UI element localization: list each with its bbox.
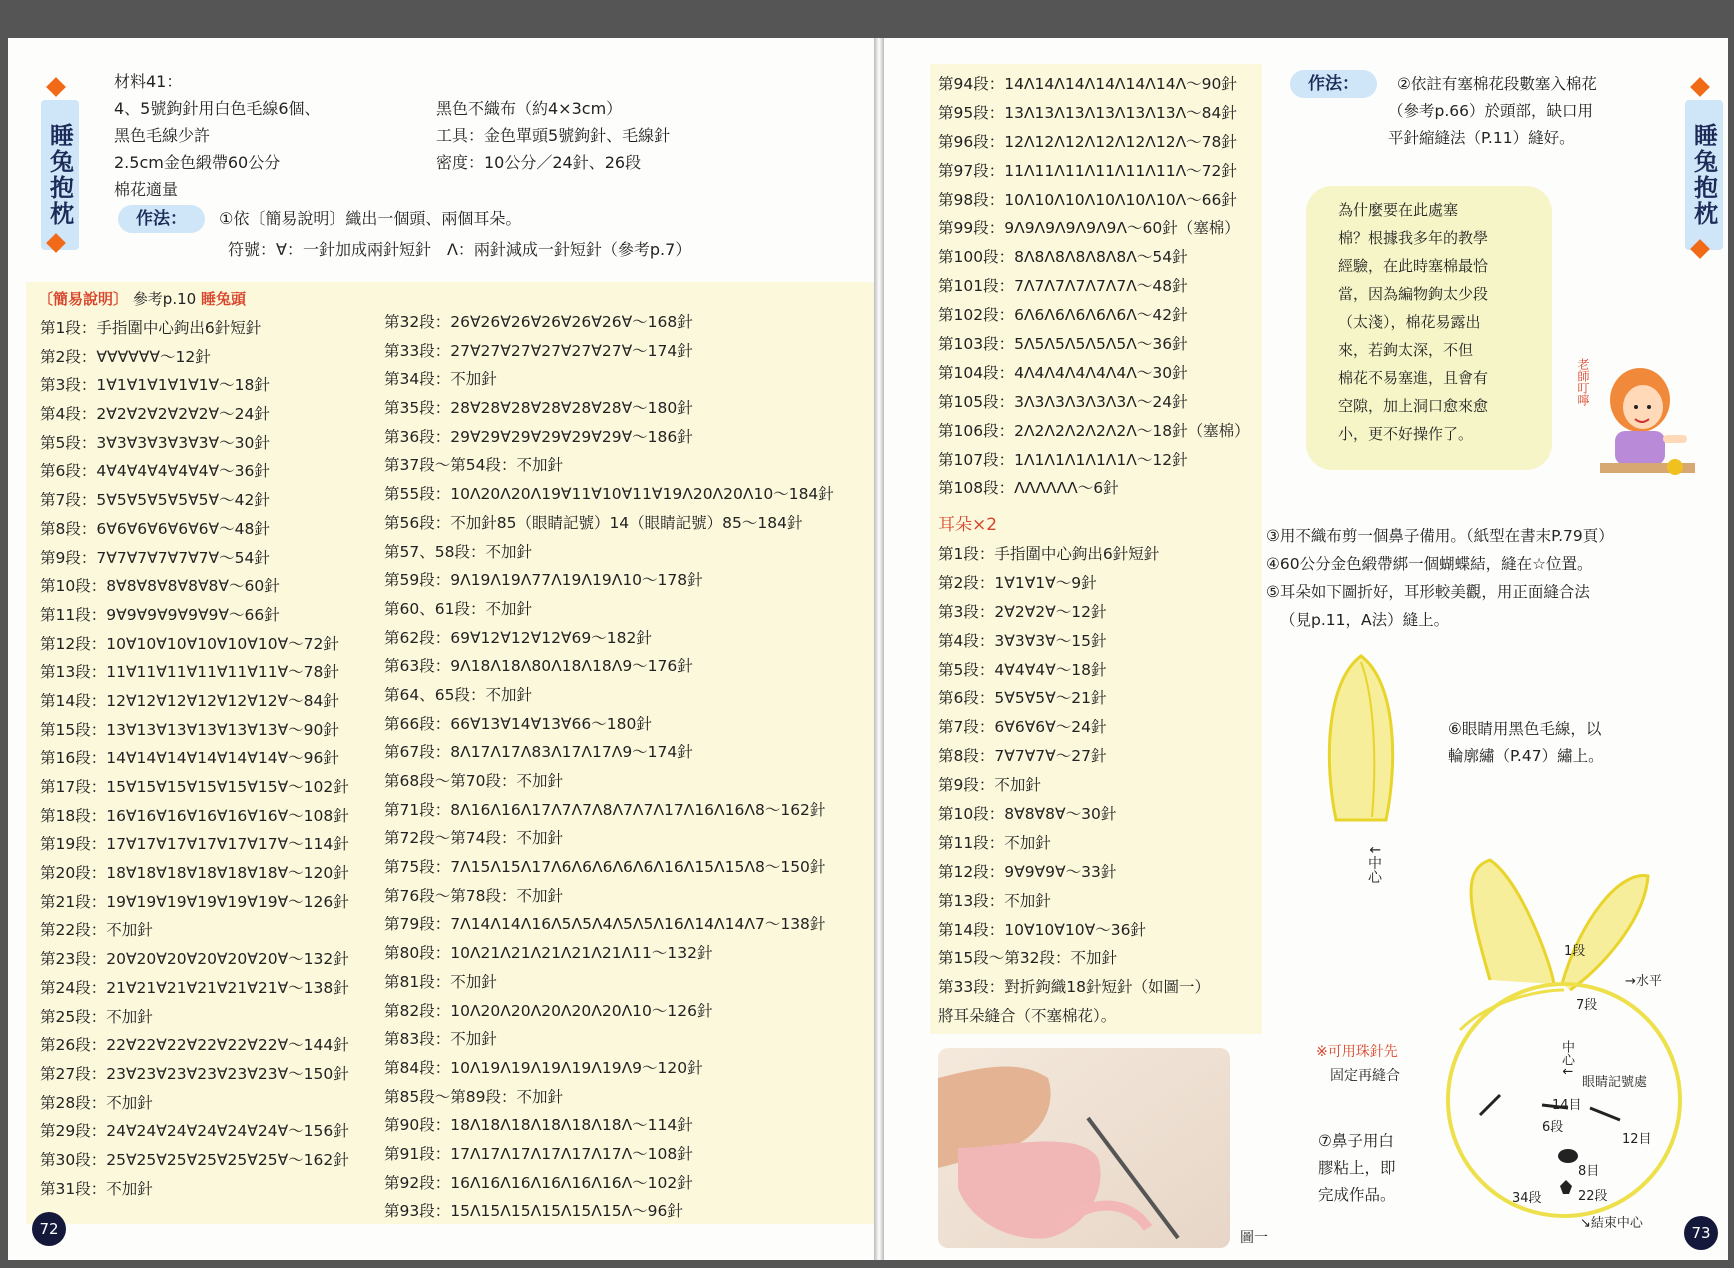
pattern-row: 第23段：20∀20∀20∀20∀20∀20∀～132針 [40, 950, 349, 969]
tip-line: 為什麼要在此處塞 [1338, 201, 1459, 219]
pattern-row: 第62段：69∀12∀12∀12∀69～182針 [384, 628, 652, 647]
label-eye-mark: 眼睛記號處 [1582, 1075, 1648, 1090]
pattern-row: 第99段：9Λ9Λ9Λ9Λ9Λ9Λ～60針（塞棉） [938, 219, 1240, 238]
pattern-row: 第17段：15∀15∀15∀15∀15∀15∀～102針 [40, 778, 349, 796]
tip-line: 當，因為編物鉤太少段 [1338, 285, 1489, 303]
ears-title: 耳朵×2 [938, 515, 998, 535]
pattern-row: 第57、58段：不加針 [384, 542, 532, 561]
pattern-row: 第105段：3Λ3Λ3Λ3Λ3Λ3Λ～24針 [938, 392, 1188, 411]
pattern-row: 第14段：12∀12∀12∀12∀12∀12∀～84針 [40, 691, 339, 710]
pattern-row: 第100段：8Λ8Λ8Λ8Λ8Λ8Λ～54針 [938, 248, 1188, 267]
pattern-row: 第56段：不加針85（眼睛記號）14（眼睛記號）85～184針 [384, 513, 803, 532]
method-label: 作法： [118, 205, 205, 233]
pattern-row: 第7段：5∀5∀5∀5∀5∀5∀～42針 [40, 491, 270, 510]
pattern-row: 第98段：10Λ10Λ10Λ10Λ10Λ10Λ～66針 [938, 190, 1237, 209]
rows-column-3 [938, 70, 1250, 503]
materials-title: 材料41： [114, 72, 183, 91]
pattern-row: 第66段：66∀13∀14∀13∀66～180針 [384, 714, 652, 733]
pattern-row: 第2段：∀∀∀∀∀∀～12針 [40, 347, 211, 366]
pattern-row: 第20段：18∀18∀18∀18∀18∀18∀～120針 [40, 864, 349, 883]
pattern-row: 將耳朵縫合（不塞棉花）。 [938, 1007, 1117, 1026]
material-item: 2.5cm金色緞帶60公分 [114, 153, 281, 172]
material-item: 黑色毛線少許 [114, 126, 211, 145]
pattern-row: 第15段～第32段：不加針 [938, 949, 1117, 968]
pattern-row: 第103段：5Λ5Λ5Λ5Λ5Λ5Λ～36針 [938, 335, 1188, 354]
pattern-row: 第29段：24∀24∀24∀24∀24∀24∀～156針 [40, 1122, 349, 1141]
label-row12: 12目 [1622, 1132, 1652, 1147]
book-gutter [874, 38, 884, 1260]
pattern-row: 第67段：8Λ17Λ17Λ83Λ17Λ17Λ9～174針 [384, 743, 693, 762]
pattern-row: 第85段～第89段：不加針 [384, 1087, 563, 1106]
step-6: ⑥眼睛用黑色毛線，以 輪廓繡（P.47）繡上。 [1448, 720, 1604, 765]
pattern-row: 第55段：10Λ20Λ20Λ19∀11∀10∀11∀19Λ20Λ20Λ10～184針 [384, 485, 834, 504]
simple-header [38, 286, 246, 313]
pattern-row: 第59段：9Λ19Λ19Λ77Λ19Λ19Λ10～178針 [384, 571, 703, 590]
pattern-row: 第27段：23∀23∀23∀23∀23∀23∀～150針 [40, 1064, 349, 1083]
tip-line: 空隙，加上洞口愈來愈 [1338, 397, 1489, 415]
pattern-row: 第5段：4∀4∀4∀～18針 [938, 660, 1107, 679]
ear-drawing [1316, 652, 1406, 832]
pattern-row: 第107段：1Λ1Λ1Λ1Λ1Λ1Λ～12針 [938, 450, 1188, 469]
method-line [118, 205, 521, 233]
pattern-row: 第28段：不加針 [40, 1093, 153, 1112]
label-row14: 14目 [1552, 1098, 1582, 1113]
pattern-row: 第12段：10∀10∀10∀10∀10∀10∀～72針 [40, 634, 339, 653]
label-horizontal: →水平 [1625, 974, 1662, 989]
pattern-row: 第22段：不加針 [40, 921, 153, 940]
pattern-row: 第5段：3∀3∀3∀3∀3∀3∀～30針 [40, 433, 270, 452]
pattern-row: 第19段：17∀17∀17∀17∀17∀17∀～114針 [40, 835, 349, 854]
label-row6: 6段 [1542, 1120, 1564, 1135]
pattern-row: 第68段～第70段：不加針 [384, 772, 563, 790]
materials-left [114, 68, 321, 203]
pattern-row: 第13段：不加針 [938, 891, 1051, 910]
pattern-row: 第4段：3∀3∀3∀～15針 [938, 631, 1107, 650]
label-row7: 7段 [1576, 998, 1598, 1013]
teacher-label: 老師叮嚀 [1576, 358, 1590, 406]
pattern-row: 第31段：不加針 [40, 1179, 153, 1198]
pin-note: ※可用珠針先 固定再縫合 [1316, 1044, 1400, 1084]
pattern-row: 第36段：29∀29∀29∀29∀29∀29∀～186針 [384, 427, 693, 446]
pattern-row: 第24段：21∀21∀21∀21∀21∀21∀～138針 [40, 978, 349, 997]
material-item: 黑色不織布（約4×3cm） [436, 99, 623, 118]
pattern-row: 第96段：12Λ12Λ12Λ12Λ12Λ12Λ～78針 [938, 132, 1237, 151]
pattern-row: 第81段：不加針 [384, 972, 497, 991]
pattern-row: 第33段：對折鉤織18針短針（如圖一） [938, 978, 1210, 997]
rows-column-2 [384, 308, 834, 1226]
pattern-row: 第1段：手指圍中心鉤出6針短針 [40, 319, 262, 337]
pattern-row: 第10段：8∀8∀8∀～30針 [938, 805, 1117, 824]
pattern-row: 第75段：7Λ15Λ15Λ17Λ6Λ6Λ6Λ6Λ6Λ16Λ15Λ15Λ8～150針 [384, 858, 826, 877]
pattern-row: 第6段：5∀5∀5∀～21針 [938, 689, 1107, 708]
pattern-row: 第3段：2∀2∀2∀～12針 [938, 602, 1107, 621]
pattern-row: 第34段：不加針 [384, 370, 497, 389]
pattern-row: 第11段：不加針 [938, 833, 1051, 852]
pattern-row: 第83段：不加針 [384, 1030, 497, 1049]
pattern-row: 第32段：26∀26∀26∀26∀26∀26∀～168針 [384, 313, 693, 331]
method-label-right: 作法： [1290, 70, 1377, 98]
label-center2: 中心↓ [1559, 1040, 1574, 1077]
pattern-row: 第3段：1∀1∀1∀1∀1∀1∀～18針 [40, 376, 270, 395]
pattern-row: 第101段：7Λ7Λ7Λ7Λ7Λ7Λ～48針 [938, 277, 1188, 296]
material-item: 棉花適量 [114, 180, 179, 199]
pattern-row: 第102段：6Λ6Λ6Λ6Λ6Λ6Λ～42針 [938, 306, 1188, 325]
pattern-row: 第37段～第54段：不加針 [384, 456, 563, 475]
pattern-row: 第64、65段：不加針 [384, 685, 532, 704]
pattern-row: 第90段：18Λ18Λ18Λ18Λ18Λ18Λ～114針 [384, 1116, 693, 1135]
pattern-row: 第8段：6∀6∀6∀6∀6∀6∀～48針 [40, 519, 270, 538]
pattern-row: 第15段：13∀13∀13∀13∀13∀13∀～90針 [40, 720, 339, 739]
pattern-row: 第8段：7∀7∀7∀～27針 [938, 747, 1107, 766]
material-item: 密度：10公分／24針、26段 [436, 153, 642, 172]
pattern-row: 第92段：16Λ16Λ16Λ16Λ16Λ16Λ～102針 [384, 1173, 693, 1192]
pattern-row: 第2段：1∀1∀1∀～9針 [938, 573, 1097, 592]
pattern-row: 第18段：16∀16∀16∀16∀16∀16∀～108針 [40, 806, 349, 825]
label-row1: 1段 [1564, 944, 1586, 959]
pattern-row: 第26段：22∀22∀22∀22∀22∀22∀～144針 [40, 1036, 349, 1055]
step-7: ⑦鼻子用白 膠粘上，即 完成作品。 [1318, 1132, 1396, 1204]
pattern-row: 第14段：10∀10∀10∀～36針 [938, 920, 1146, 939]
pattern-row: 第94段：14Λ14Λ14Λ14Λ14Λ14Λ～90針 [938, 75, 1237, 93]
pattern-row: 第71段：8Λ16Λ16Λ17Λ7Λ7Λ8Λ7Λ7Λ17Λ16Λ16Λ8～162針 [384, 800, 826, 819]
pattern-row: 第60、61段：不加針 [384, 599, 532, 618]
page-number-right: 73 [1684, 1216, 1718, 1250]
tip-line: 來，若鉤太深，不但 [1338, 341, 1474, 359]
pattern-row: 第7段：6∀6∀6∀～24針 [938, 718, 1107, 737]
label-row34: 34段 [1512, 1191, 1542, 1206]
tip-line: 經驗，在此時塞棉最恰 [1338, 257, 1489, 275]
step-2: 作法： ②依註有塞棉花段數塞入棉花 （參考p.66）於頭部，缺口用 平針縮縫法（P.11）縫好。 [1290, 70, 1597, 152]
pattern-row: 第4段：2∀2∀2∀2∀2∀2∀～24針 [40, 405, 270, 424]
pattern-row: 第35段：28∀28∀28∀28∀28∀28∀～180針 [384, 399, 693, 418]
tip-line: 棉？根據我多年的教學 [1338, 229, 1489, 247]
pattern-row: 第93段：15Λ15Λ15Λ15Λ15Λ15Λ～96針 [384, 1202, 683, 1221]
materials-right [436, 95, 670, 176]
simple-name: 睡兔頭 [200, 290, 246, 308]
crochet-photo [938, 1048, 1230, 1248]
tip-line: 小，更不好操作了。 [1338, 425, 1474, 443]
pattern-row: 第30段：25∀25∀25∀25∀25∀25∀～162針 [40, 1150, 349, 1169]
simple-tag: 〔簡易說明〕 [38, 290, 129, 308]
label-row22: 22段 [1578, 1189, 1608, 1204]
label-row8: 8目 [1578, 1164, 1600, 1179]
step-1: ①依〔簡易說明〕織出一個頭、兩個耳朵。 [219, 209, 522, 228]
pattern-row: 第84段：10Λ19Λ19Λ19Λ19Λ19Λ9～120針 [384, 1058, 703, 1077]
pattern-row: 第79段：7Λ14Λ14Λ16Λ5Λ5Λ4Λ5Λ5Λ16Λ14Λ14Λ7～138針 [384, 915, 826, 934]
page-number-left: 72 [32, 1212, 66, 1246]
pattern-row: 第106段：2Λ2Λ2Λ2Λ2Λ2Λ～18針（塞棉） [938, 421, 1250, 440]
symbols-line: 符號：∀：一針加成兩針短針 Λ：兩針減成一針短針（參考p.7） [228, 240, 692, 259]
ear-center-label: ↓中心 [1366, 844, 1382, 884]
spine-title-right: 睡兔抱枕 [1685, 100, 1723, 250]
pattern-row: 第11段：9∀9∀9∀9∀9∀9∀～66針 [40, 605, 280, 624]
pattern-row: 第21段：19∀19∀19∀19∀19∀19∀～126針 [40, 892, 349, 911]
pattern-row: 第82段：10Λ20Λ20Λ20Λ20Λ20Λ10～126針 [384, 1001, 713, 1020]
label-end-center: ↘結束中心 [1580, 1216, 1643, 1231]
pattern-row: 第13段：11∀11∀11∀11∀11∀11∀～78針 [40, 663, 339, 682]
pattern-row: 第9段：7∀7∀7∀7∀7∀7∀～54針 [40, 548, 270, 567]
teacher-illustration [1585, 355, 1695, 485]
tip-line: 棉花不易塞進，且會有 [1338, 369, 1489, 387]
pattern-row: 第97段：11Λ11Λ11Λ11Λ11Λ11Λ～72針 [938, 161, 1237, 180]
figure-caption: 圖一 [1240, 1230, 1268, 1246]
pattern-row: 第63段：9Λ18Λ18Λ80Λ18Λ18Λ9～176針 [384, 657, 693, 676]
pattern-row: 第72段～第74段：不加針 [384, 829, 563, 848]
tip-text [1338, 196, 1538, 448]
pattern-row: 第104段：4Λ4Λ4Λ4Λ4Λ4Λ～30針 [938, 363, 1188, 382]
rows-column-1 [40, 314, 349, 1203]
steps-3-5: ③用不織布剪一個鼻子備用。（紙型在書末P.79頁） ④60公分金色緞帶綁一個蝴蝶結，縫在☆位置。 ⑤耳朵如下圖折好，耳形較美觀，用正面縫合法 （見p.11，A法）縫上。 [1266, 527, 1614, 629]
pattern-row: 第25段：不加針 [40, 1007, 153, 1026]
pattern-row: 第95段：13Λ13Λ13Λ13Λ13Λ13Λ～84針 [938, 103, 1237, 122]
pattern-row: 第91段：17Λ17Λ17Λ17Λ17Λ17Λ～108針 [384, 1144, 693, 1163]
pattern-row: 第108段：ΛΛΛΛΛΛ～6針 [938, 479, 1119, 498]
pattern-row: 第1段：手指圍中心鉤出6針短針 [938, 545, 1160, 563]
pattern-row: 第76段～第78段：不加針 [384, 886, 563, 905]
tip-line: （太淺），棉花易露出 [1338, 313, 1481, 331]
pattern-row: 第12段：9∀9∀9∀～33針 [938, 862, 1117, 881]
material-item: 工具：金色單頭5號鉤針、毛線針 [436, 126, 671, 145]
pattern-row: 第9段：不加針 [938, 776, 1041, 795]
pattern-row: 第6段：4∀4∀4∀4∀4∀4∀～36針 [40, 462, 270, 481]
pattern-row: 第10段：8∀8∀8∀8∀8∀8∀～60針 [40, 577, 280, 596]
simple-ref: 參考p.10 [132, 290, 197, 308]
pattern-row: 第33段：27∀27∀27∀27∀27∀27∀～174針 [384, 341, 693, 360]
ears-rows [938, 540, 1210, 1031]
pattern-row: 第16段：14∀14∀14∀14∀14∀14∀～96針 [40, 749, 339, 768]
spine-title-left: 睡兔抱枕 [41, 100, 79, 250]
pattern-row: 第80段：10Λ21Λ21Λ21Λ21Λ21Λ11～132針 [384, 944, 713, 963]
material-item: 4、5號鉤針用白色毛線6個、 [114, 99, 321, 118]
